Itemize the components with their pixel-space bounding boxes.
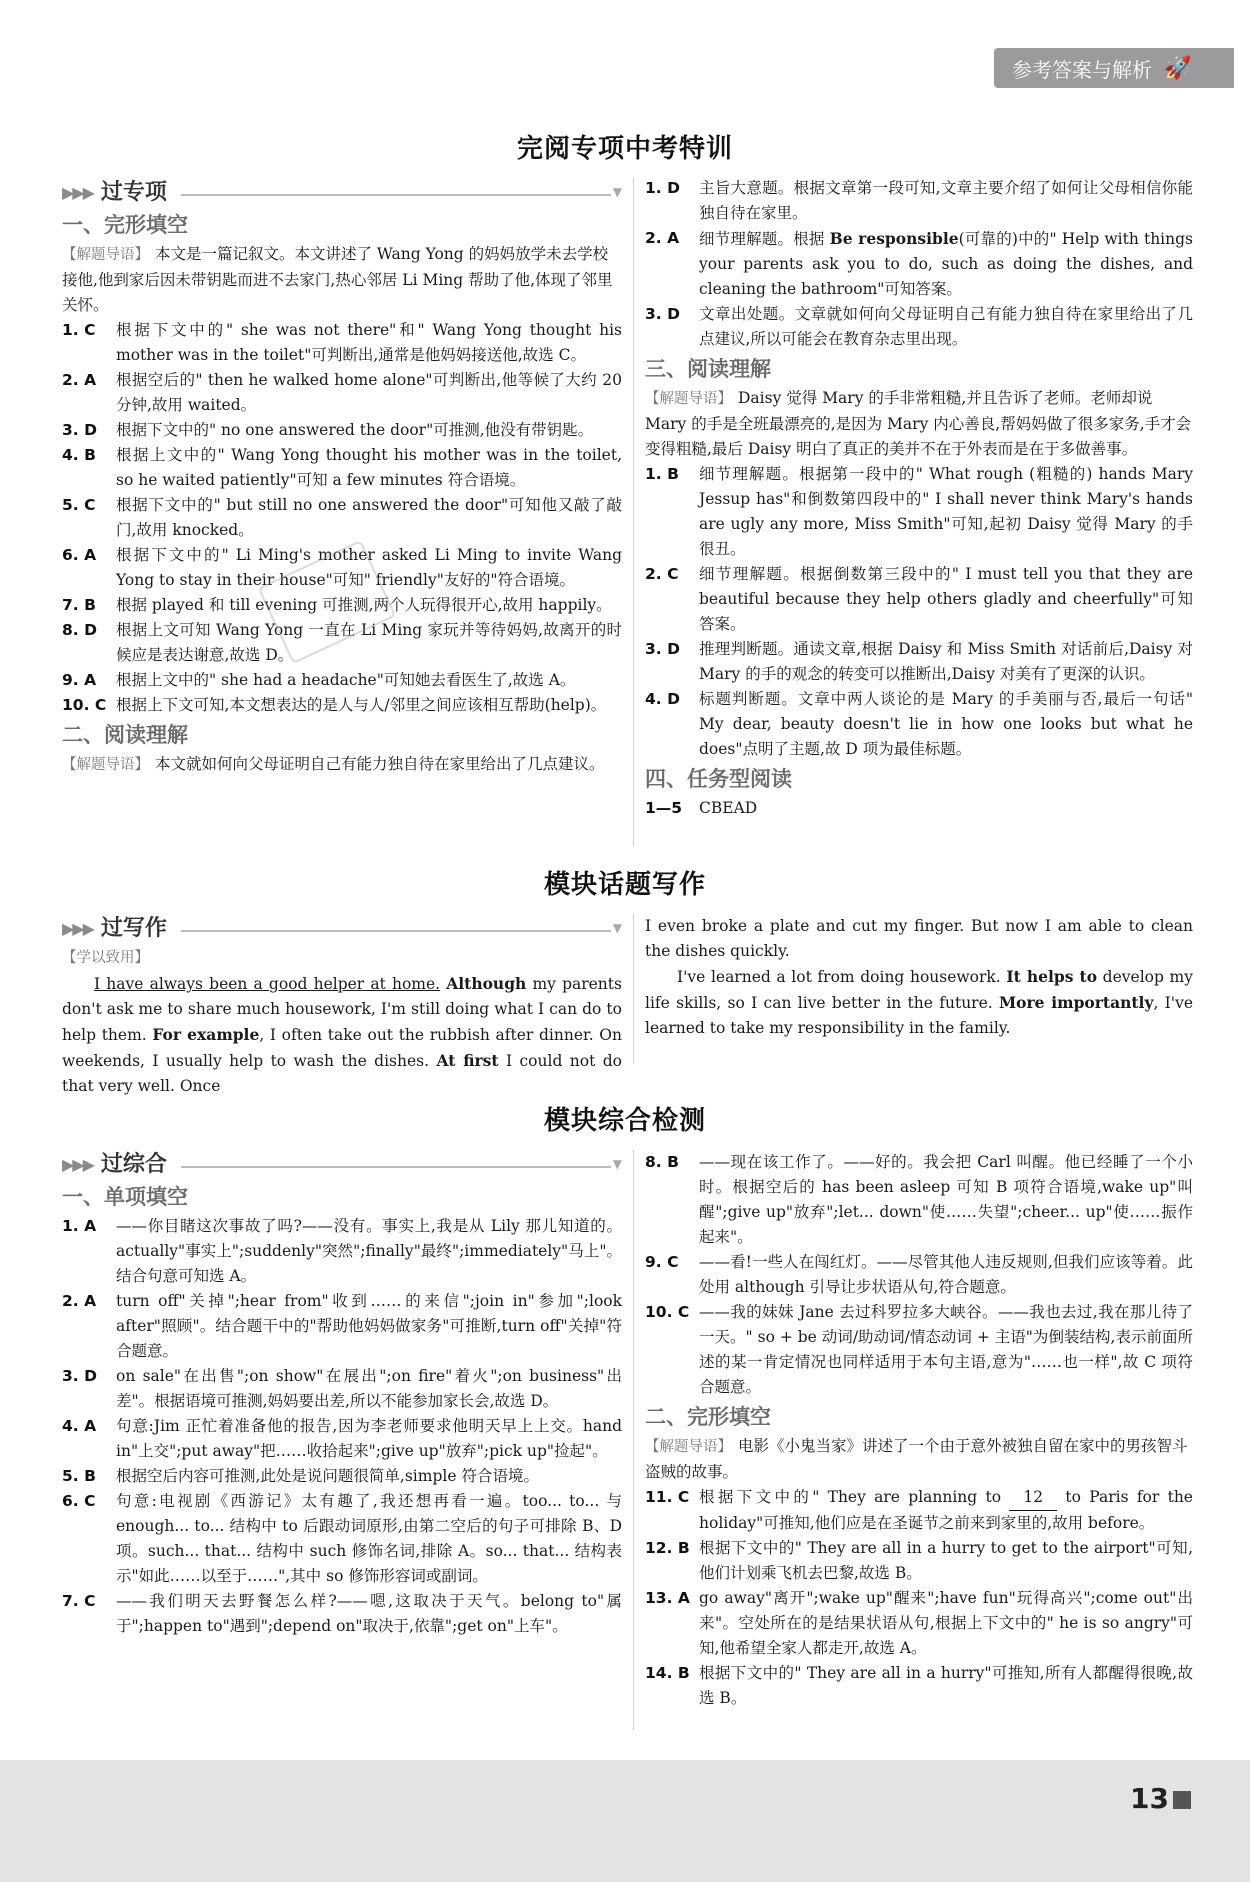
list-item: [62, 693, 622, 718]
item-number: 9. C: [645, 1253, 679, 1271]
section-bar: ▶▶▶ 过写作 ▼: [62, 915, 622, 941]
list-item: 1—5 CBEAD: [645, 799, 758, 817]
guide-paragraph: 【解题导语】 Daisy 觉得 Mary 的手非常粗糙,并且告诉了老师。老师却说 Mary 的手是全班最漂亮的,是因为 Mary 内心善良,帮妈妈做了很多家务,手才会变得粗糙,最后 Daisy 明白了真正的美并不在于外表而是在于多做善事。: [645, 389, 1192, 458]
item-text: 根据上文可知 Wang Yong 一直在 Li Ming 家玩并等待妈妈,故离开的时候应是表达谢意,故选 D。: [116, 621, 622, 664]
item-number: 1. B: [645, 465, 679, 483]
part-title: 一、单项填空: [62, 1185, 188, 1209]
item-number: 12. B: [645, 1539, 690, 1557]
section1-right-column: [645, 176, 1193, 821]
list-item: [645, 1586, 1193, 1661]
wave-icon: ▶▶▶: [62, 1154, 93, 1174]
item-text: 根据下文中的" They are all in a hurry to get to the airport"可知,他们计划乘飞机去巴黎,故选 B。: [699, 1539, 1193, 1582]
part-title: 二、完形填空: [645, 1405, 771, 1429]
rocket-icon: 🚀: [1164, 55, 1192, 81]
list-item: [62, 368, 622, 418]
item-text: 文章出处题。文章就如何向父母证明自己有能力独自待在家里给出了几点建议,所以可能会在教育杂志里出现。: [699, 305, 1193, 348]
list-item: [62, 1364, 622, 1414]
item-number: 10. C: [645, 1303, 690, 1321]
list-item: [645, 1150, 1193, 1250]
item-number: 5. C: [62, 496, 96, 514]
list-item: [645, 1661, 1193, 1711]
item-text: 推理判断题。通读文章,根据 Daisy 和 Miss Smith 对话前后,Daisy 对 Mary 的手的观念的转变可以推断出,Daisy 对美有了更深的认识。: [699, 640, 1193, 683]
item-text: 根据上下文可知,本文想表达的是人与人/邻里之间应该相互帮助(help)。: [116, 696, 607, 714]
bar-title: 过综合: [100, 1151, 167, 1177]
list-item: [62, 668, 622, 693]
essay-paragraph: I even broke a plate and cut my finger. But now I am able to clean the dishes quickly.: [645, 917, 1193, 960]
item-text: go away"离开";wake up"醒来";have fun"玩得高兴";come out"出来"。空处所在的是结果状语从句,根据上下文中的" he is so angry"可知,他希望全家人都走开,故选 A。: [699, 1589, 1193, 1657]
section3-left-column: [62, 1148, 622, 1639]
item-number: 6. A: [62, 546, 97, 564]
item-text: 根据上文中的" Wang Yong thought his mother was in the toilet, so he waited patiently"可知 a few minutes 符合语境。: [116, 446, 622, 489]
guide-paragraph: 【解题导语】 电影《小鬼当家》讲述了一个由于意外被独自留在家中的男孩智斗盗贼的故事。: [645, 1437, 1188, 1481]
item-number: 7. B: [62, 596, 96, 614]
list-item: [645, 1300, 1193, 1400]
wave-icon: ▶▶▶: [62, 182, 93, 202]
column-divider: [633, 914, 634, 1064]
item-number: 2. A: [645, 229, 680, 247]
list-item: 11. C 根据下文中的" They are planning to 12 to Paris for the holiday"可推知,他们应是在圣诞节之前来到家里的,故用 before。: [645, 1485, 1193, 1536]
item-text: 细节理解题。根据 Be responsible(可靠的)中的" Help with things your parents ask you to do, such as doing the dishes, and cleaning the bathroom"可知答案。: [699, 229, 1193, 298]
column-divider: [633, 1150, 634, 1730]
item-number: 1. A: [62, 1217, 97, 1235]
section3-right-column: [645, 1150, 1193, 1711]
item-number: 8. B: [645, 1153, 679, 1171]
page-number: 13: [1130, 1782, 1191, 1815]
item-number: 5. B: [62, 1467, 96, 1485]
list-item: [645, 462, 1193, 562]
item-text: on sale"在出售";on show"在展出";on fire"着火";on business"出差"。根据语境可推测,妈妈要出差,所以不能参加家长会,故选 D。: [116, 1367, 622, 1410]
list-item: [645, 1536, 1193, 1586]
list-item: [62, 1489, 622, 1589]
page-footer: [0, 1760, 1250, 1882]
item-text: ——你目睹这次事故了吗?——没有。事实上,我是从 Lily 那儿知道的。actually"事实上";suddenly"突然";finally"最终";immediately"马上"。结合句意可知选 A。: [116, 1217, 622, 1285]
header-tab-label: 参考答案与解析: [1012, 57, 1152, 82]
item-number: 3. D: [645, 305, 680, 323]
list-item: [62, 1289, 622, 1364]
essay-paragraph: I have always been a good helper at home. Although my parents don't ask me to share much housework, I'm still doing what I can do to help them. For example, I often take out the rubbish after dinner. On weekends, I usually help to wash the dishes. At first I could not do that very well. Once: [62, 974, 622, 1095]
section-bar: ▶▶▶ 过专项 ▼: [62, 179, 622, 205]
section-bar: ▶▶▶ 过综合 ▼: [62, 1151, 622, 1177]
list-item: [62, 493, 622, 543]
guide-paragraph: 【解题导语】 本文是一篇记叙文。本文讲述了 Wang Yong 的妈妈放学未去学校接他,他到家后因未带钥匙而进不去家门,热心邻居 Li Ming 帮助了他,体现了邻里关怀。: [62, 245, 613, 314]
section-title-1: 完阅专项中考特训: [516, 134, 733, 164]
part-title: 三、阅读理解: [645, 357, 771, 381]
list-item: [645, 562, 1193, 637]
item-number: 10. C: [62, 696, 107, 714]
wave-icon: ▶▶▶: [62, 918, 93, 938]
item-number: 1. D: [645, 179, 680, 197]
list-item: [62, 443, 622, 493]
list-item: [645, 1250, 1193, 1300]
item-number: 3. D: [645, 640, 680, 658]
part-title: 一、完形填空: [62, 213, 188, 237]
section2-left-column: [62, 912, 622, 1099]
item-text: 标题判断题。文章中两人谈论的是 Mary 的手美丽与否,最后一句话" My dear, beauty doesn't lie in how one looks but what he does"点明了主题,故 D 项为最佳标题。: [699, 690, 1193, 758]
list-item: [645, 637, 1193, 687]
list-item: [62, 1589, 622, 1639]
list-item: [645, 176, 1193, 226]
list-item: [645, 687, 1193, 762]
item-number: 3. D: [62, 421, 97, 439]
item-text: 根据上文中的" she had a headache"可知她去看医生了,故选 A。: [116, 671, 576, 689]
item-text: 根据空后内容可推测,此处是说问题很简单,simple 符合语境。: [116, 1467, 539, 1485]
item-text: 句意:Jim 正忙着准备他的报告,因为李老师要求他明天早上上交。hand in"上交";put away"把……收拾起来";give up"放弃";pick up"捡起"。: [116, 1417, 622, 1460]
item-text: 根据 played 和 till evening 可推测,两个人玩得很开心,故用 happily。: [116, 596, 612, 614]
item-text: 细节理解题。根据倒数第三段中的" I must tell you that they are beautiful because they help others gladly and cheerfully"可知答案。: [699, 565, 1193, 633]
item-text: 根据空后的" then he walked home alone"可判断出,他等候了大约 20 分钟,故用 waited。: [116, 371, 622, 414]
item-number: 7. C: [62, 1592, 96, 1610]
item-text: 句意:电视剧《西游记》太有趣了,我还想再看一遍。too... to... 与 enough... to... 结构中 to 后跟动词原形,由第二空后的句子可排除 B、D 项。such... that... 结构中 such 修饰名词,排除 A。so... that... 结构表示"如此……以至于……",其中 so 修饰形容词或副词。: [116, 1492, 622, 1585]
item-number: 13. A: [645, 1589, 690, 1607]
part-title: 四、任务型阅读: [645, 767, 792, 791]
practice-tag: 【学以致用】: [62, 950, 149, 966]
item-number: 1. C: [62, 321, 96, 339]
item-number: 8. D: [62, 621, 97, 639]
list-item: [62, 418, 622, 443]
item-number: 4. D: [645, 690, 680, 708]
item-text: ——我的妹妹 Jane 去过科罗拉多大峡谷。——我也去过,我在那儿待了一天。" so + be 动词/助动词/情态动词 + 主语"为倒装结构,表示前面所述的某一肯定情况也同样适用于本句主语,意为"……也一样",故 C 项符合题意。: [699, 1303, 1193, 1396]
item-text: 主旨大意题。根据文章第一段可知,文章主要介绍了如何让父母相信你能独自待在家里。: [699, 179, 1193, 222]
item-text: ——看!一些人在闯红灯。——尽管其他人违反规则,但我们应该等着。此处用 although 引导让步状语从句,符合题意。: [699, 1253, 1193, 1296]
list-item: [645, 226, 1193, 302]
item-text: 根据下文中的" she was not there"和" Wang Yong thought his mother was in the toilet"可判断出,通常是他妈妈接送他,故选 C。: [116, 321, 622, 364]
part-title: 二、阅读理解: [62, 723, 188, 747]
section-title-3: 模块综合检测: [543, 1106, 706, 1136]
item-text: turn off"关掉";hear from"收到……的来信";join in"参加";look after"照顾"。结合题干中的"帮助他妈妈做家务"可推断,turn off"关掉"符合题意。: [116, 1292, 622, 1360]
item-number: 14. B: [645, 1664, 690, 1682]
item-text: 根据下文中的" They are all in a hurry"可推知,所有人都醒得很晚,故选 B。: [699, 1664, 1193, 1707]
item-number: 6. C: [62, 1492, 96, 1510]
guide-paragraph: 【解题导语】 本文就如何向父母证明自己有能力独自待在家里给出了几点建议。: [62, 755, 605, 773]
item-text: 细节理解题。根据第一段中的" What rough (粗糙的) hands Mary Jessup has"和倒数第四段中的" I shall never think Mary's hands are ugly any more, Miss Smith"可知,起初 Daisy 觉得 Mary 的手很丑。: [699, 465, 1193, 558]
item-text: ——我们明天去野餐怎么样?——嗯,这取决于天气。belong to"属于";happen to"遇到";depend on"取决于,依靠";get on"上车"。: [116, 1592, 622, 1635]
list-item: [62, 1414, 622, 1464]
column-divider: [633, 178, 634, 846]
bar-title: 过专项: [100, 179, 167, 205]
list-item: [645, 302, 1193, 352]
item-number: 4. A: [62, 1417, 97, 1435]
section1-left-column: [62, 176, 622, 778]
section-title-2: 模块话题写作: [543, 870, 706, 900]
item-text: 根据下文中的" no one answered the door"可推测,他没有带钥匙。: [116, 421, 594, 439]
essay-paragraph: I've learned a lot from doing housework. It helps to develop my life skills, so I can live better in the future. More importantly, I've learned to take my responsibility in the family.: [645, 967, 1193, 1037]
item-text: 根据下文中的" Li Ming's mother asked Li Ming to invite Wang Yong to stay in their house"可知" friendly"友好的"符合语境。: [116, 546, 622, 589]
header-tab: [994, 48, 1234, 88]
bar-title: 过写作: [100, 915, 167, 941]
item-number: 2. C: [645, 565, 679, 583]
item-number: 3. D: [62, 1367, 97, 1385]
section2-right-column: [645, 914, 1193, 1041]
item-text: 根据下文中的" but still no one answered the door"可知他又敲了敲门,故用 knocked。: [116, 496, 622, 539]
item-text: ——现在该工作了。——好的。我会把 Carl 叫醒。他已经睡了一个小时。根据空后的 has been asleep 可知 B 项符合语境,wake up"叫醒";give up"放弃";let... down"使……失望";cheer... up"使……振作起来"。: [699, 1153, 1193, 1246]
item-number: 9. A: [62, 671, 97, 689]
list-item: [62, 1214, 622, 1289]
item-number: 4. B: [62, 446, 96, 464]
list-item: [62, 318, 622, 368]
item-number: 2. A: [62, 1292, 97, 1310]
item-number: 2. A: [62, 371, 97, 389]
list-item: [62, 1464, 622, 1489]
